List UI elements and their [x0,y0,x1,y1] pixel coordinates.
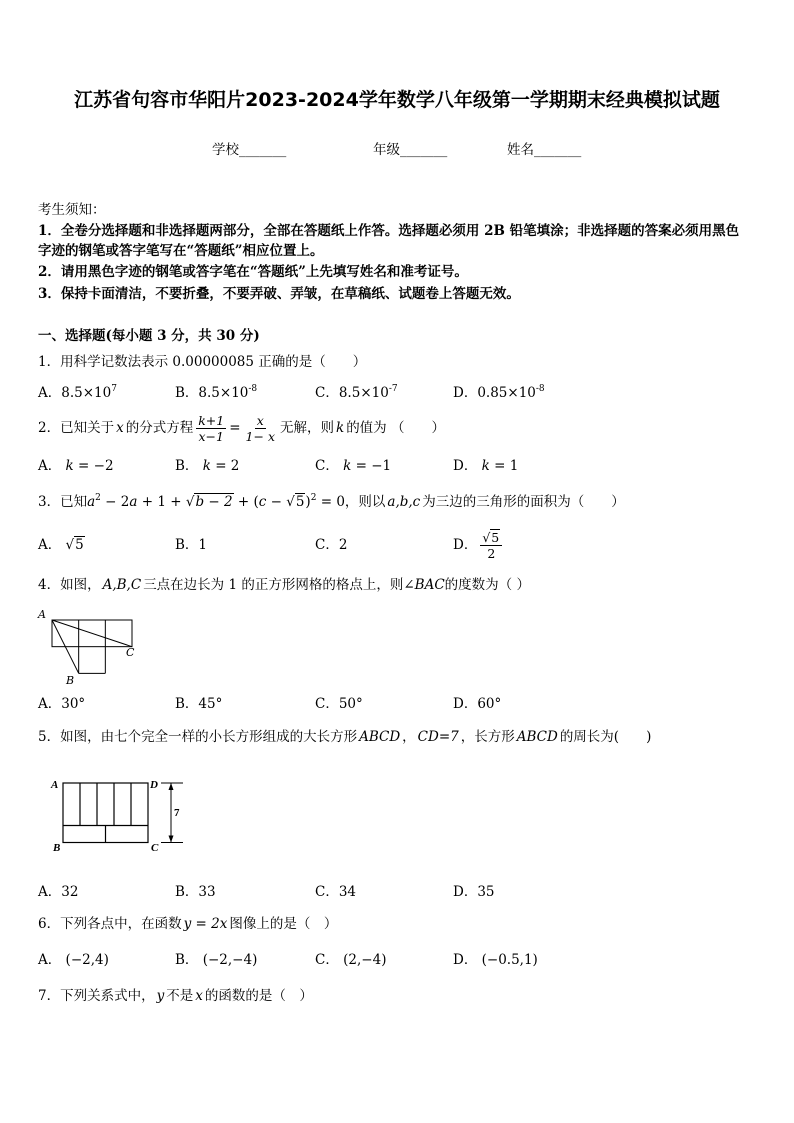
q5-option-c [315,882,356,902]
q3-vars: a,b,c [387,494,421,510]
point-a-label: A [51,779,59,791]
question-6-stem [38,914,337,934]
q6-function: y = 2x [183,916,228,932]
q4-grid-figure [30,600,150,692]
notice-item-1-line-2: 字迹的钢笔或答字笔写在“答题纸”相应位置上。 [38,243,324,259]
school-field [212,140,286,160]
option-label: C． [315,458,339,474]
point-a-label: A [38,608,46,621]
school-blank: _______ [239,142,287,158]
option-var: k [65,458,74,474]
option-label: C． [315,884,339,900]
q4-text-pre: 4．如图， [38,577,101,593]
notice-heading: 考生须知： [38,202,106,218]
q3-expr-term: − [266,494,287,510]
option-exponent: -8 [248,384,258,394]
option-value: 45° [198,696,223,712]
option-label: D． [453,385,478,401]
q5-option-b [175,882,216,902]
dimension-arrow-bottom [169,836,174,843]
name-field [507,140,581,160]
q2-equals: = [229,420,241,436]
name-blank: _______ [534,142,582,158]
option-value: 1 [198,537,208,553]
option-value: 60° [477,696,502,712]
option-value: 8.5×10 [198,385,249,401]
q3-root-sign: √ [185,494,195,510]
option-value: 0.85×10 [477,385,536,401]
root-sign: √ [65,537,75,553]
option-label: C． [315,952,339,968]
option-label: B． [175,537,199,553]
option-value: 34 [338,884,357,900]
option-label: B． [175,385,199,401]
option-value: = −2 [73,458,114,474]
question-1-stem: 1．用科学记数法表示 0.00000085 正确的是（ ） [38,354,367,370]
option-label: B． [175,884,199,900]
q7-var-x: x [195,988,203,1004]
option-value: 30° [61,696,86,712]
q3-option-a [38,535,85,555]
q1-option-d [453,383,545,403]
option-value: 32 [61,884,79,900]
option-exponent: -7 [388,384,398,394]
q3-expr-term: + ( [233,494,259,510]
point-c-label: C [126,646,135,659]
option-value: 35 [477,884,495,900]
point-c-label: C [151,842,159,854]
option-value: = 2 [210,458,240,474]
q7-text-mid: 不是 [166,988,194,1004]
q2-var-x: x [116,420,124,436]
fraction-denominator: 1− x [245,429,275,444]
q4-angle-name: BAC [414,577,445,593]
q6-option-b [175,950,257,970]
q4-option-c [315,694,363,714]
q3-radicand: b − 2 [195,494,233,510]
option-value: (−2,−4) [202,952,258,968]
q7-var-y: y [156,988,165,1004]
page-title: 江苏省句容市华阳片2023-2024学年数学八年级第一学期期末经典模拟试题 [74,89,720,111]
question-2-stem [38,410,445,446]
option-label: C． [315,385,339,401]
q5-text-pre: 5．如图，由七个完全一样的小长方形组成的大长方形 [38,729,358,745]
q5-separator: ， [402,729,416,745]
option-label: D． [453,537,478,553]
q6-text-pre: 6．下列各点中，在函数 [38,916,182,932]
q4-text-mid: 三点在边长为 1 的正方形网格的格点上，则 [143,577,404,593]
q3-option-b [175,535,207,555]
q6-option-c [315,950,386,970]
point-d-label: D [150,779,158,791]
q2-var-k: k [336,420,345,436]
question-3-stem [38,492,625,512]
section-title: 一、选择题(每小题 3 分，共 30 分) [38,328,260,344]
option-value: (−0.5,1) [481,952,538,968]
q5-given: CD=7 [417,729,459,745]
q5-text-post: 的周长为( ) [559,729,652,745]
name-label: 姓名 [507,142,534,158]
option-label: A． [38,952,62,968]
q6-option-a [38,950,109,970]
q6-text-post: 图像上的是（ ） [229,916,338,932]
q4-text-post: 的度数为（ ） [444,577,530,593]
option-var: k [481,458,490,474]
segment-ac [52,620,132,647]
question-5-stem [38,727,651,747]
q3-square: 2 [95,493,101,503]
option-label: B． [175,458,199,474]
option-value: 50° [338,696,363,712]
q5-rect-name: ABCD [516,729,558,745]
option-label: D． [453,952,478,968]
q1-option-c [315,383,398,403]
q2-fraction-left [196,413,226,444]
option-var: k [343,458,352,474]
root-sign: √ [482,530,491,545]
q3-var-a: a [129,494,138,510]
cd-length-label: 7 [174,807,180,819]
q5-rectangle-figure [45,770,195,858]
option-radicand: 5 [75,537,84,553]
q4-option-a [38,694,85,714]
option-label: C． [315,696,339,712]
grade-label: 年级 [373,142,400,158]
notice-item-2: 2．请用黑色字迹的钢笔或答字笔在“答题纸”上先填写姓名和准考证号。 [38,264,468,280]
option-label: A． [38,884,62,900]
option-radicand: 5 [491,530,500,545]
q3-text-pre: 3．已知 [38,494,88,510]
option-label: A． [38,385,62,401]
option-label: A． [38,537,62,553]
q2-option-a [38,456,114,476]
option-var: k [202,458,211,474]
fraction-numerator [480,530,502,546]
option-exponent: 7 [111,384,117,394]
option-value: = 1 [489,458,519,474]
q3-text-post: 为三边的三角形的面积为（ ） [422,494,625,510]
q5-option-d [453,882,495,902]
q3-var-a: a [87,494,96,510]
q3-expr-term: = 0 [316,494,345,510]
option-value: (2,−4) [343,952,387,968]
option-value: 33 [198,884,216,900]
q3-option-c [315,535,347,555]
q2-text-pre: 2．已知关于 [38,420,115,436]
q7-text-post: 的函数的是（ ） [204,988,313,1004]
q2-text-mid: 的分式方程 [125,420,194,436]
q2-text-post1: 无解，则 [280,420,334,436]
q3-radicand: 5 [295,494,305,510]
q6-option-d [453,950,538,970]
option-value: (−2,4) [65,952,109,968]
fraction-numerator: x [256,413,264,428]
point-b-label: B [53,842,61,854]
q5-rect-name: ABCD [359,729,401,745]
question-7-stem [38,986,313,1006]
option-value: 2 [338,537,348,553]
notice-item-3: 3．保持卡面清洁，不要折叠，不要弄破、弄皱，在草稿纸、试题卷上答题无效。 [38,286,520,302]
school-label: 学校 [212,142,239,158]
q2-option-c [315,456,391,476]
q2-fraction-right [244,413,277,444]
option-label: C． [315,537,339,553]
angle-symbol: ∠ [403,577,415,593]
q4-vars: A,B,C [102,577,142,593]
q2-option-d [453,456,518,476]
option-label: A． [38,458,62,474]
q3-expr-term: − 2 [100,494,130,510]
q3-option-d [453,527,505,563]
q5-option-a [38,882,78,902]
q2-text-post2: 的值为 （ ） [346,420,445,436]
q1-option-b [175,383,257,403]
point-b-label: B [66,674,75,687]
q5-text-mid: ，长方形 [460,729,515,745]
q3-var-c: c [258,494,267,510]
option-label: B． [175,696,199,712]
option-value: 8.5×10 [338,385,389,401]
q1-option-a [38,383,117,403]
option-fraction [480,530,502,561]
option-exponent: -8 [535,384,545,394]
q3-root-sign: √ [286,494,295,510]
option-label: B． [175,952,199,968]
q2-option-b [175,456,239,476]
fraction-denominator: 2 [487,546,496,561]
option-value: 8.5×10 [61,385,112,401]
option-label: D． [453,884,478,900]
q3-text-mid: ，则以 [344,494,386,510]
fraction-numerator: k+1 [198,413,225,428]
fraction-denominator: x−1 [198,429,224,444]
option-label: D． [453,458,478,474]
option-label: A． [38,696,62,712]
dimension-arrow-top [169,783,174,790]
grade-field [373,140,447,160]
option-value: = −1 [351,458,392,474]
q3-expr-term: ) [305,494,311,510]
q4-option-d [453,694,501,714]
q7-text-pre: 7．下列关系式中， [38,988,155,1004]
notice-item-1-line-1: 1．全卷分选择题和非选择题两部分，全部在答题纸上作答。选择题必须用 2B 铅笔填涂；非选择题的答案必须用黑色 [38,223,740,239]
grade-blank: _______ [400,142,448,158]
question-4-stem [38,575,530,595]
q3-expr-term: + 1 + [137,494,186,510]
q4-option-b [175,694,222,714]
option-label: D． [453,696,478,712]
q3-square: 2 [310,493,317,503]
